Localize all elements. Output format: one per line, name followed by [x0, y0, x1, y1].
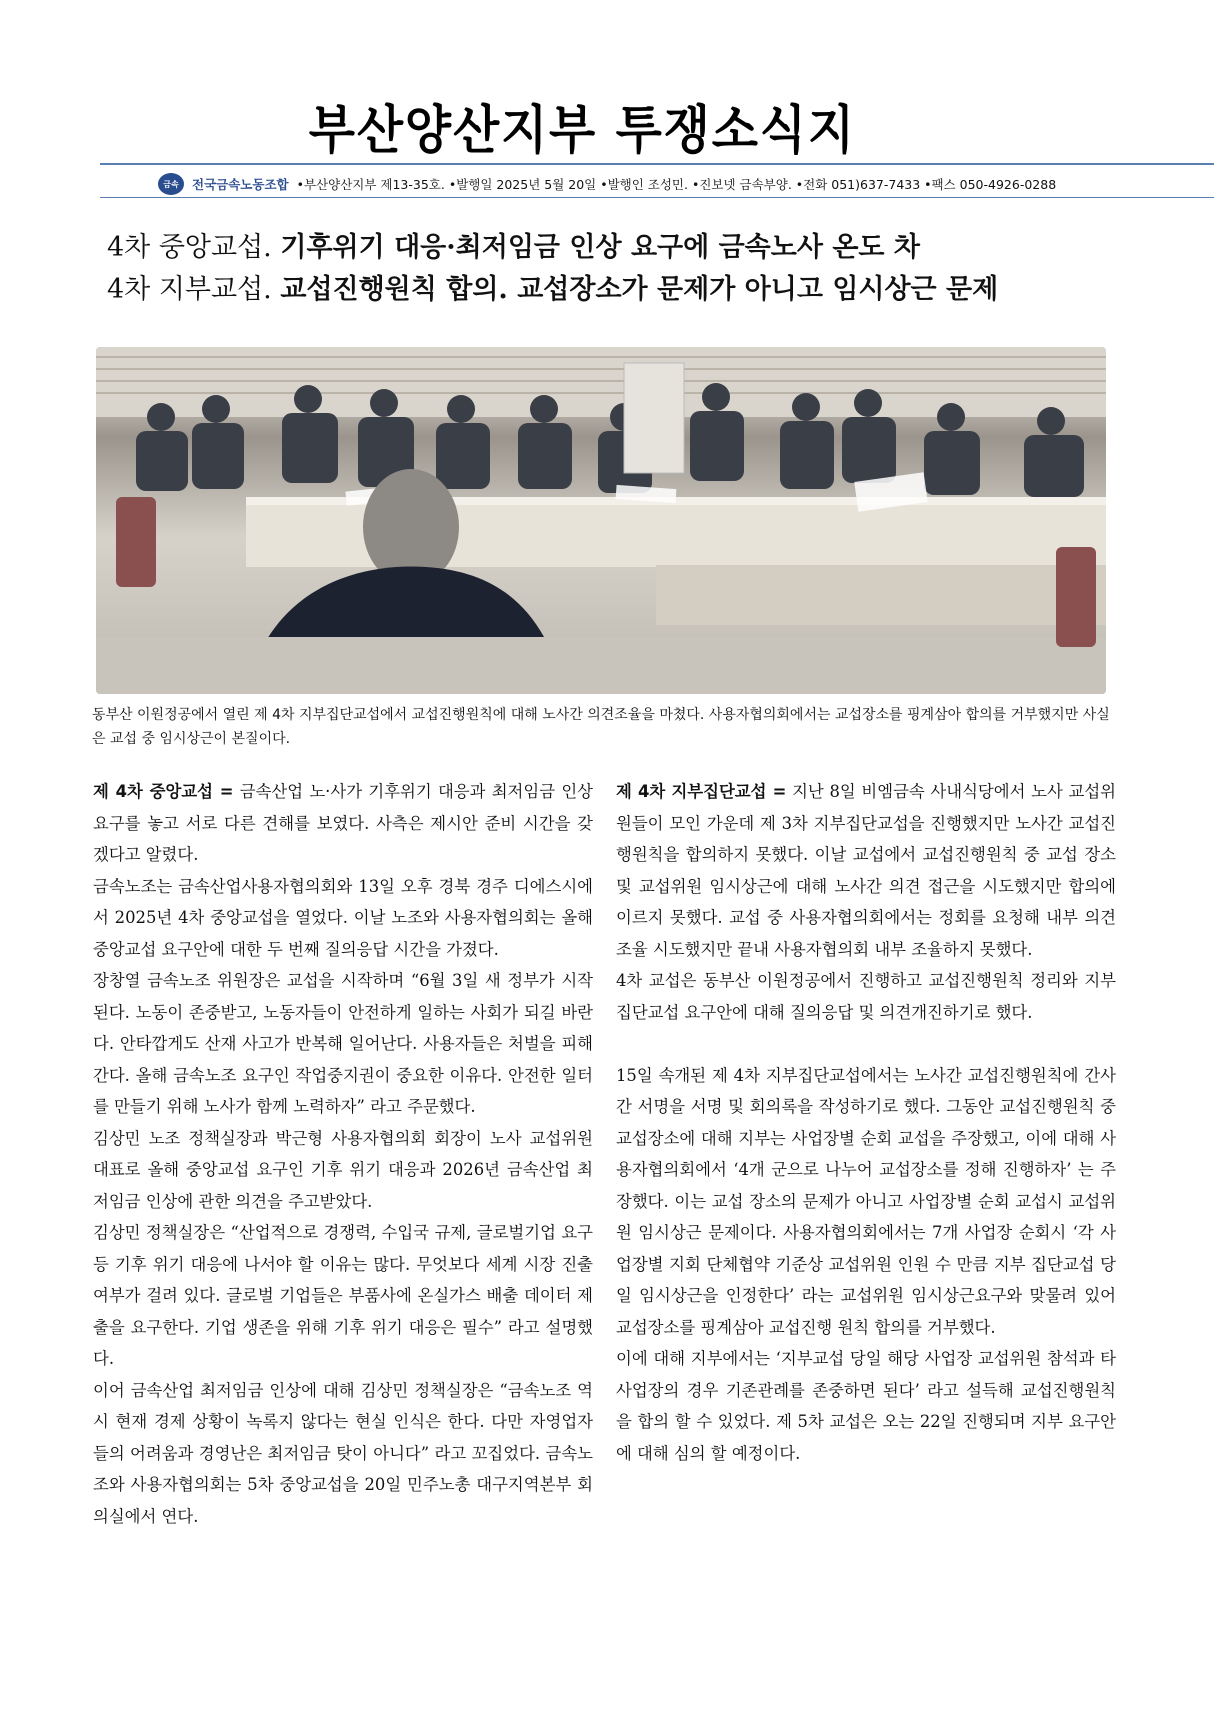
paragraph-text: 지난 8일 비엠금속 사내식당에서 노사 교섭위원들이 모인 가운데 제 3차 지부집단교섭을 진행했지만 노사간 교섭진행원칙을 합의하지 못했다. 이날 교섭에서 교섭진행원칙 중 교섭 장소 및 교섭위원 임시상근에 대해 노사간 의견 접근을 시도했지만 합의에 이르지 못했다. 교섭 중 사용자협의회에서는 정회를 요청해 내부 의견조율 시도했지만 끝내 사용자협의회 내부 조율하지 못했다. [616, 782, 1116, 959]
paragraph: 장창열 금속노조 위원장은 교섭을 시작하며 “6월 3일 새 정부가 시작된다. 노동이 존중받고, 노동자들이 안전하게 일하는 사회가 되길 바란다. 안타깝게도 산재 사고가 반복해 일어난다. 사용자들은 처벌을 피해 간다. 올해 금속노조 요구인 작업중지권이 중요한 이유다. 안전한 일터를 만들기 위해 노사가 함께 노력하자” 라고 주문했다. [93, 971, 593, 1116]
paragraph: 4차 교섭은 동부산 이원정공에서 진행하고 교섭진행원칙 정리와 지부집단교섭 요구안에 대해 질의응답 및 의견개진하기로 했다. [616, 971, 1116, 1022]
article-central-bargaining [93, 776, 593, 1532]
paragraph: 이에 대해 지부에서는 ‘지부교섭 당일 해당 사업장 교섭위원 참석과 타 사업장의 경우 기존관례를 존중하면 된다’ 라고 설득해 교섭진행원칙을 합의 할 수 있었다. 제 5차 교섭은 오는 22일 진행되며 지부 요구안에 대해 심의 할 예정이다. [616, 1349, 1116, 1463]
paragraph: 김상민 정책실장은 “산업적으로 경쟁력, 수입국 규제, 글로벌기업 요구 등 기후 위기 대응에 나서야 할 이유는 많다. 무엇보다 세계 시장 진출 여부가 걸려 있다. 글로벌 기업들은 부품사에 온실가스 배출 데이터 제출을 요구한다. 기업 생존을 위해 기후 위기 대응은 필수” 라고 설명했다. [93, 1223, 593, 1368]
headline-text: 교섭진행원칙 합의. 교섭장소가 문제가 아니고 임시상근 문제 [280, 274, 999, 305]
newsletter-title: 부산양산지부 투쟁소식지 [308, 101, 856, 161]
article-branch-bargaining [616, 776, 1116, 1469]
paragraph-spacer [616, 1028, 1116, 1060]
masthead [0, 88, 1214, 168]
publication-info: •부산양산지부 제13-35호. •발행일 2025년 5월 20일 •발행인 조성민. •진보넷 금속부양. •전화 051)637-7433 •팩스 050-4926-0288 [296, 177, 1057, 192]
meeting-photo [96, 347, 1106, 694]
header-rule-bottom [100, 197, 1214, 198]
publication-info-bar [158, 170, 1214, 198]
lead-paragraph [616, 776, 1116, 965]
headline-central-bargaining [107, 230, 1207, 266]
paragraph: 금속노조는 금속산업사용자협의회와 13일 오후 경북 경주 디에스시에서 2025년 4차 중앙교섭을 열었다. 이날 노조와 사용자협의회는 올해 중앙교섭 요구안에 대한 두 번째 질의응답 시간을 가졌다. [93, 876, 593, 959]
paragraph: 15일 속개된 제 4차 지부집단교섭에서는 노사간 교섭진행원칙에 간사 간 서명을 서명 및 회의록을 작성하기로 했다. 그동안 교섭진행원칙 중 교섭장소에 대해 지부는 사업장별 순회 교섭을 주장했고, 이에 대해 사용자협의회에서 ‘4개 군으로 나누어 교섭장소를 정해 진행하자’ 는 주장했다. 이는 교섭 장소의 문제가 아니고 사업장별 순회 교섭시 교섭위원 임시상근 문제이다. 사용자협의회에서는 7개 사업장 순회시 ‘각 사업장별 지회 단체협약 기준상 교섭위원 인원 수 만큼 지부 집단교섭 당일 임시상근을 인정한다’ 라는 교섭위원 임시상근요구와 맞물려 있어 교섭장소를 핑계삼아 교섭진행 원칙 합의를 거부했다. [616, 1065, 1116, 1337]
headline-text: 기후위기 대응·최저임금 인상 요구에 금속노사 온도 차 [280, 232, 920, 263]
union-logo: 금속 [158, 173, 184, 195]
paragraph-text: 금속산업 노·사가 기후위기 대응과 최저임금 인상 요구를 놓고 서로 다른 견해를 보였다. 사측은 제시안 준비 시간을 갖겠다고 알렸다. [93, 782, 594, 864]
union-name: 전국금속노동조합 [192, 177, 289, 192]
headline-branch-bargaining [107, 272, 1207, 308]
headline-lead: 4차 지부교섭. [107, 274, 272, 305]
header-rule-top [100, 163, 1214, 165]
paragraph: 이어 금속산업 최저임금 인상에 대해 김상민 정책실장은 “금속노조 역시 현재 경제 상황이 녹록지 않다는 현실 인식은 한다. 다만 자영업자들의 어려움과 경영난은 최저임금 탓이 아니다” 라고 꼬집었다. 금속노조와 사용자협의회는 5차 중앙교섭을 20일 민주노총 대구지역본부 회의실에서 연다. [93, 1380, 593, 1526]
headline-lead: 4차 중앙교섭. [107, 232, 272, 263]
photo-caption: 동부산 이원정공에서 열린 제 4차 지부집단교섭에서 교섭진행원칙에 대해 노사간 의견조율을 마쳤다. 사용자협의회에서는 교섭장소를 핑계삼아 합의를 거부했지만 사실은 교섭 중 임시상근이 본질이다. [92, 707, 1110, 747]
paragraph: 김상민 노조 정책실장과 박근형 사용자협의회 회장이 노사 교섭위원 대표로 올해 중앙교섭 요구인 기후 위기 대응과 2026년 금속산업 최저임금 인상에 관한 의견을 주고받았다. [93, 1128, 593, 1211]
section-kicker: 제 4차 지부집단교섭 = [616, 782, 787, 801]
lead-paragraph [93, 776, 593, 871]
section-kicker: 제 4차 중앙교섭 = [93, 782, 234, 801]
meeting-photo-illustration [96, 347, 1106, 694]
